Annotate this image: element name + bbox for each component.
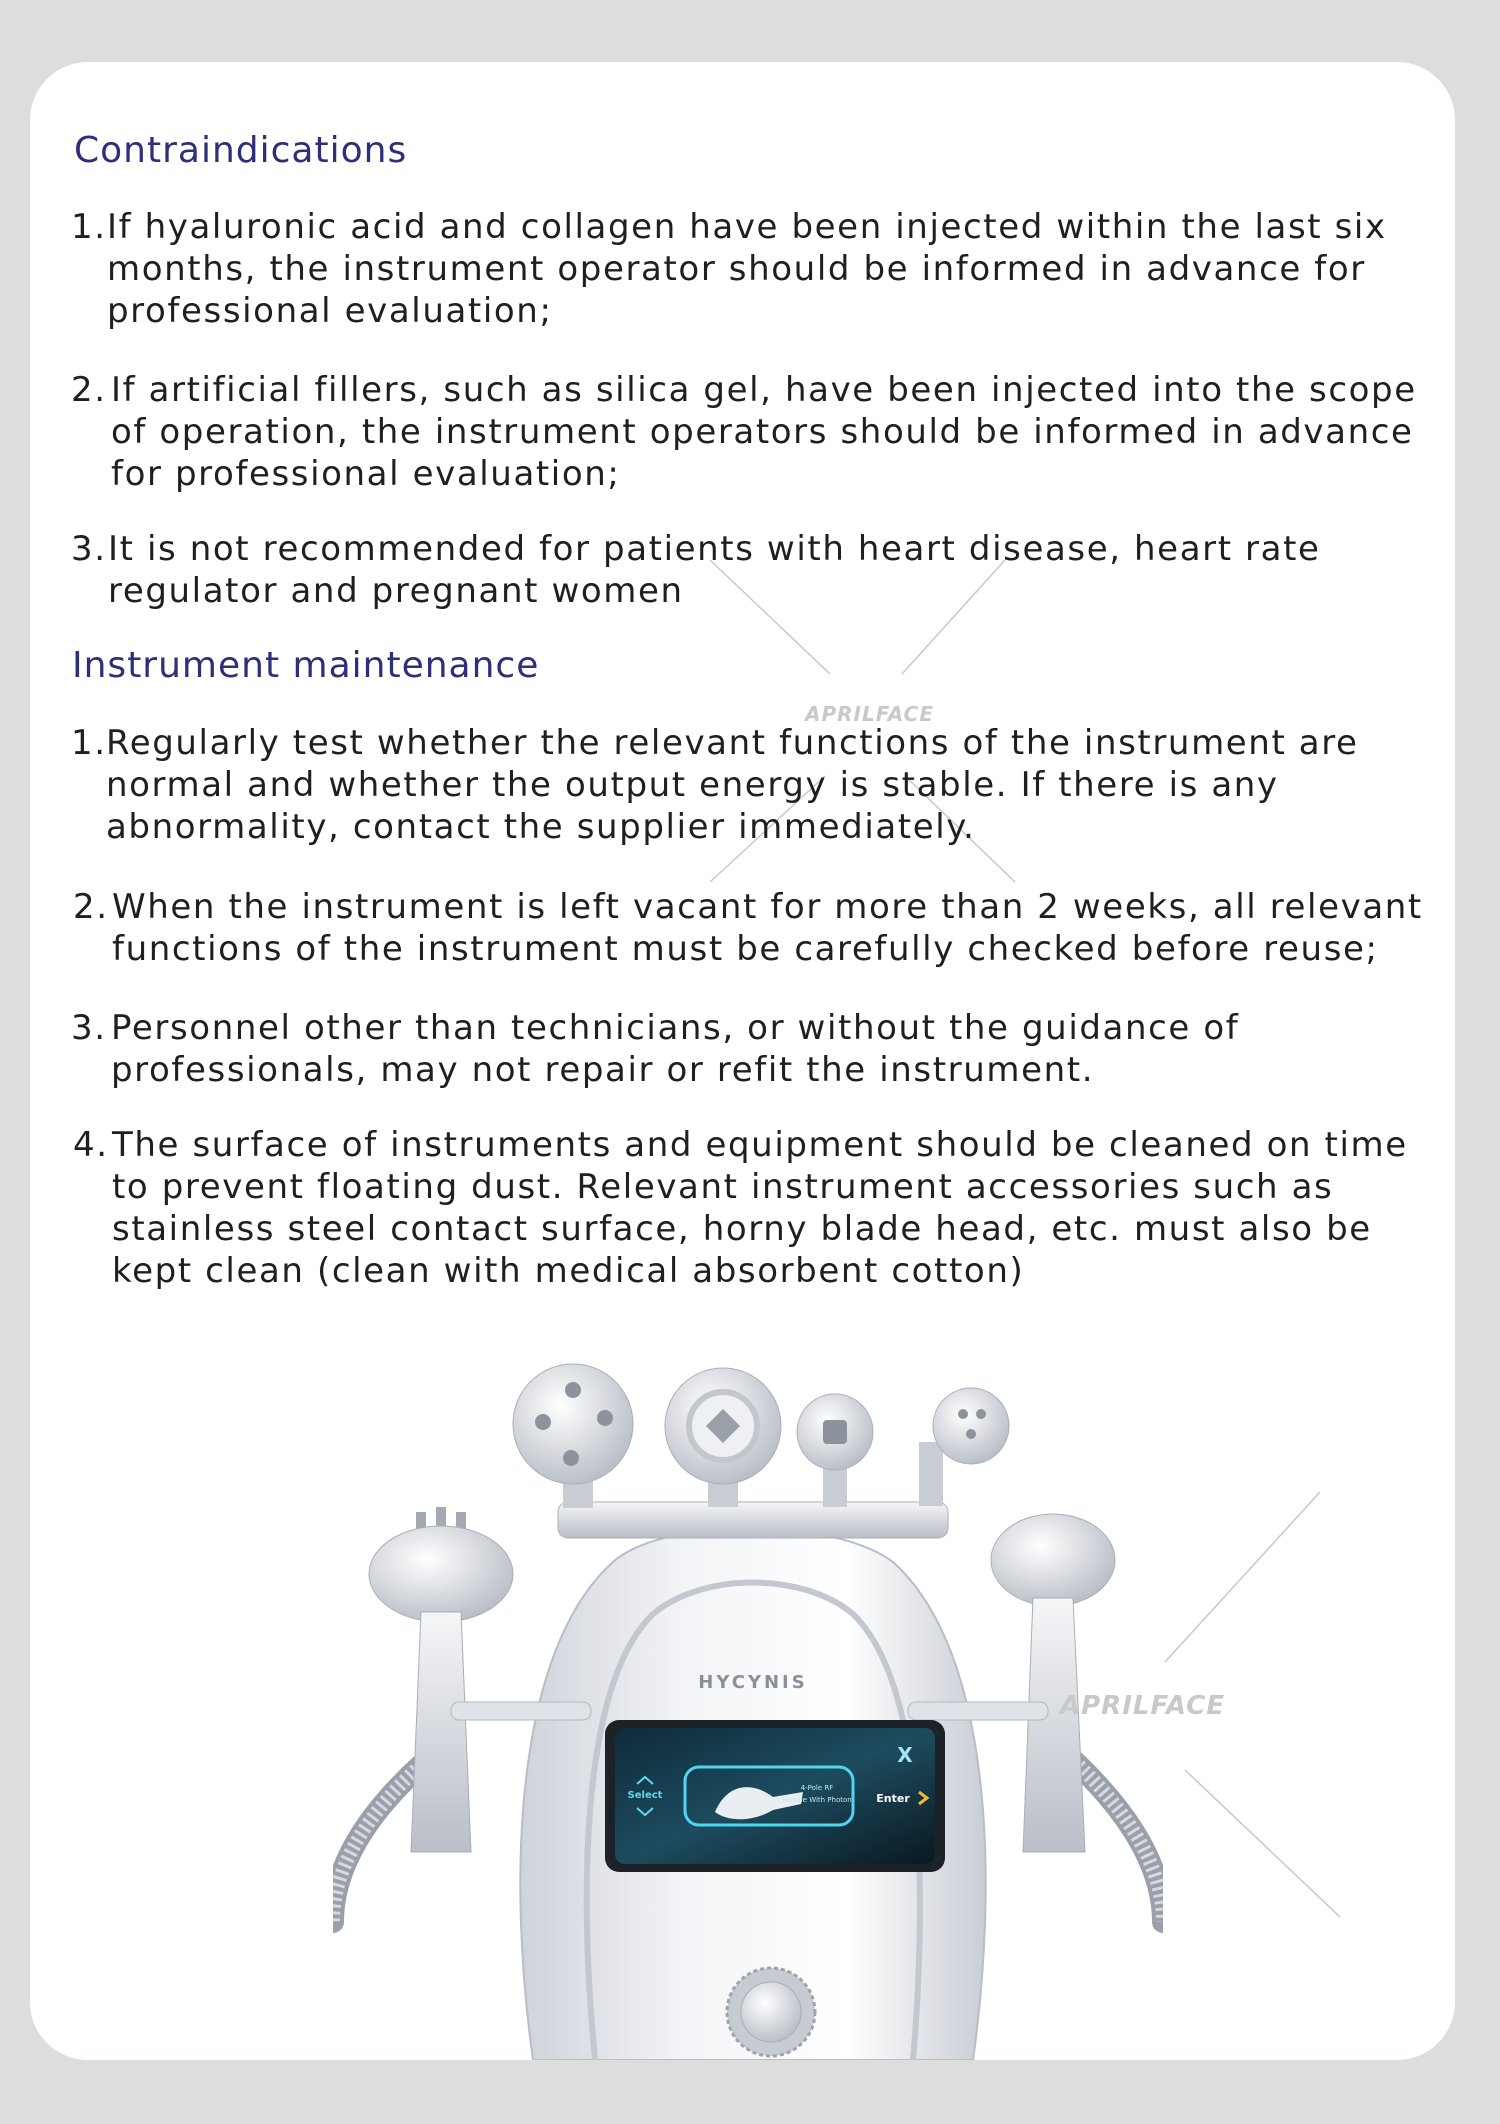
item-number: 2. xyxy=(71,370,107,410)
item-number: 3. xyxy=(71,1008,107,1048)
item-number: 3. xyxy=(71,529,107,569)
item-line: If hyaluronic acid and collagen have been injected within the last six xyxy=(107,207,1387,247)
item-line: kept clean (clean with medical absorbent cotton) xyxy=(112,1251,1025,1291)
screen-select-label[interactable]: Select xyxy=(627,1790,663,1801)
item-line: professional evaluation; xyxy=(107,291,553,331)
screen-handle-label-2: Handle With Photon xyxy=(782,1796,852,1804)
item-line: If artificial fillers, such as silica gel, have been injected into the scope xyxy=(111,370,1417,410)
item-number: 4. xyxy=(73,1125,109,1165)
item-line: for professional evaluation; xyxy=(111,454,621,494)
head-small-icon xyxy=(797,1394,873,1507)
item-line: abnormality, contact the supplier immediately. xyxy=(106,807,976,847)
screen-close-button[interactable]: X xyxy=(897,1743,913,1767)
contraindication-item-1 xyxy=(71,206,1387,332)
item-line: Regularly test whether the relevant functions of the instrument are xyxy=(106,723,1359,763)
watermark-text: APRILFACE xyxy=(1060,1691,1226,1721)
item-line: months, the instrument operator should be informed in advance for xyxy=(107,249,1366,289)
contraindication-item-2 xyxy=(71,369,1417,495)
head-4pole-icon xyxy=(513,1364,633,1508)
item-line: It is not recommended for patients with heart disease, heart rate xyxy=(108,529,1321,569)
device-illustration xyxy=(333,1322,1163,2060)
item-line: functions of the instrument must be carefully checked before reuse; xyxy=(112,929,1379,969)
item-line: The surface of instruments and equipment should be cleaned on time xyxy=(112,1125,1408,1165)
maintenance-item-4 xyxy=(73,1124,1408,1292)
item-line: Personnel other than technicians, or without the guidance of xyxy=(111,1008,1240,1048)
maintenance-item-1 xyxy=(71,722,1359,848)
item-line: of operation, the instrument operators should be informed in advance xyxy=(111,412,1414,452)
maintenance-item-2 xyxy=(73,886,1423,970)
item-line: When the instrument is left vacant for more than 2 weeks, all relevant xyxy=(112,887,1423,927)
content-card xyxy=(30,62,1455,2060)
item-line: normal and whether the output energy is stable. If there is any xyxy=(106,765,1279,805)
item-line: professionals, may not repair or refit the instrument. xyxy=(111,1050,1095,1090)
head-tray xyxy=(558,1502,948,1538)
screen-enter-button[interactable]: Enter xyxy=(876,1792,910,1805)
screen-handle-label-1: 4-Pole RF xyxy=(800,1784,834,1792)
contraindications-heading: Contraindications xyxy=(74,130,408,171)
item-line: to prevent floating dust. Relevant instrument accessories such as xyxy=(112,1167,1334,1207)
control-dial-icon[interactable] xyxy=(727,1968,815,2056)
maintenance-heading: Instrument maintenance xyxy=(72,645,540,686)
device-screen xyxy=(605,1720,945,1872)
item-number: 2. xyxy=(73,887,109,927)
item-number: 1. xyxy=(71,723,107,763)
item-line: stainless steel contact surface, horny blade head, etc. must also be xyxy=(112,1209,1372,1249)
device-brand: HYCYNIS xyxy=(698,1672,808,1693)
item-line: regulator and pregnant women xyxy=(108,571,684,611)
watermark-text: APRILFACE xyxy=(805,702,935,726)
contraindication-item-3 xyxy=(71,528,1321,612)
head-ring-icon xyxy=(665,1368,781,1507)
maintenance-item-3 xyxy=(71,1007,1239,1091)
head-tripolar-icon xyxy=(919,1388,1009,1506)
item-number: 1. xyxy=(71,207,107,247)
